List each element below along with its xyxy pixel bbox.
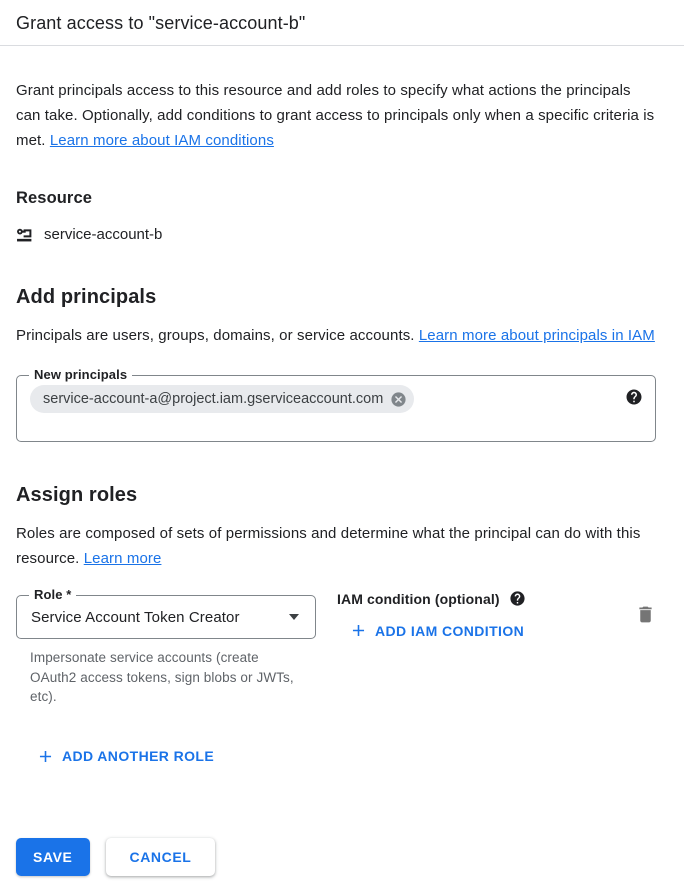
delete-role-column	[635, 604, 656, 630]
dialog-body	[0, 78, 684, 771]
resource-row	[16, 225, 656, 244]
save-button[interactable]: SAVE	[16, 838, 90, 876]
plus-icon	[349, 621, 368, 640]
plus-icon	[36, 747, 55, 766]
role-column	[16, 587, 316, 707]
cancel-button[interactable]: CANCEL	[106, 838, 216, 876]
role-row	[16, 587, 656, 707]
add-iam-condition-button[interactable]	[349, 621, 524, 640]
role-label: Role *	[29, 587, 76, 603]
role-selected-value: Service Account Token Creator	[31, 608, 240, 626]
resource-heading: Resource	[16, 189, 93, 207]
principal-chip[interactable]	[30, 385, 414, 413]
close-icon[interactable]	[390, 391, 407, 408]
role-description: Impersonate service accounts (create OAuth2 access tokens, sign blobs or JWTs, etc).	[30, 650, 294, 704]
help-icon[interactable]	[509, 590, 526, 607]
learn-more-roles-link[interactable]: Learn more	[83, 550, 162, 567]
learn-more-iam-conditions-link[interactable]: Learn more about IAM conditions	[49, 132, 274, 149]
delete-icon[interactable]	[635, 604, 656, 625]
add-iam-condition-label: ADD IAM CONDITION	[375, 622, 525, 639]
resource-name: service-account-b	[44, 226, 163, 243]
page-title: Grant access to "service-account-b"	[16, 13, 306, 33]
roles-description	[16, 521, 656, 571]
chevron-down-icon	[289, 614, 299, 620]
add-principals-heading: Add principals	[16, 286, 157, 308]
learn-more-principals-link[interactable]: Learn more about principals in IAM	[418, 327, 655, 344]
add-another-role-button[interactable]	[36, 747, 214, 766]
intro-text: Grant principals access to this resource and add roles to specify what actions the principals can take. Optionally, add conditions to grant access to principals only when a specific criteria is met.	[16, 82, 655, 149]
intro-paragraph	[16, 78, 656, 153]
condition-column	[337, 590, 635, 645]
principals-description-text: Principals are users, groups, domains, or service accounts.	[16, 327, 415, 344]
new-principals-label: New principals	[29, 367, 132, 383]
principal-chip-label: service-account-a@project.iam.gserviceaccount.com	[43, 391, 384, 407]
assign-roles-heading: Assign roles	[16, 484, 138, 506]
help-icon[interactable]	[625, 388, 643, 406]
role-select[interactable]	[16, 587, 316, 639]
service-account-icon	[16, 225, 35, 244]
new-principals-field[interactable]	[16, 367, 656, 442]
iam-condition-label-row	[337, 590, 635, 607]
roles-description-text: Roles are composed of sets of permissions and determine what the principal can do with this resource.	[16, 525, 641, 567]
dialog-header	[0, 0, 684, 46]
dialog-footer	[16, 838, 215, 876]
add-another-role-label: ADD ANOTHER ROLE	[62, 748, 215, 764]
iam-condition-label: IAM condition (optional)	[337, 590, 500, 607]
principals-description	[16, 323, 656, 348]
